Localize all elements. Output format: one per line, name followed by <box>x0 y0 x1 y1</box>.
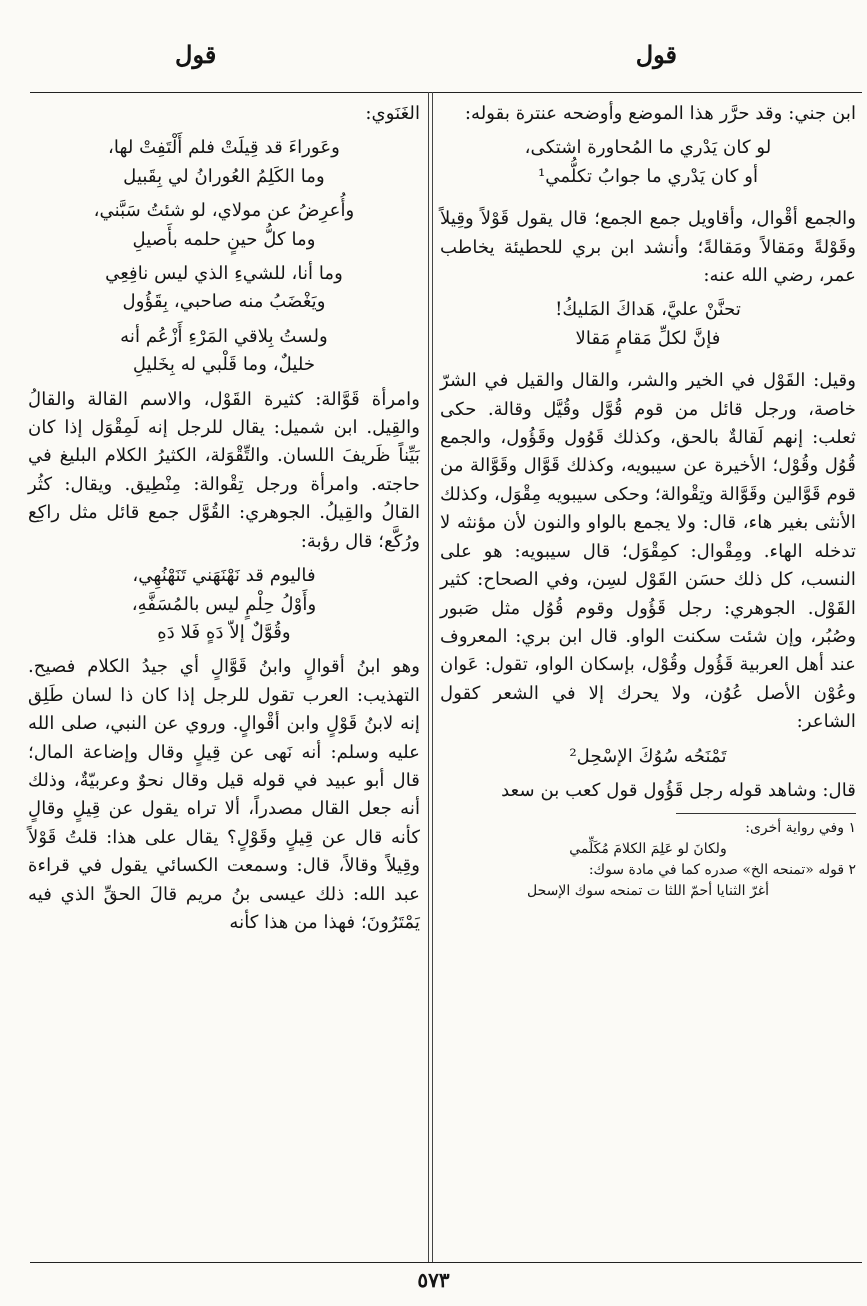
verse-line: تحنَّنْ عليَّ، هَداكَ المَليكُ! <box>555 299 741 321</box>
left-column <box>28 100 420 937</box>
footnote: ٢ قوله «تمنحه الخ» صدره كما في مادة سوك: <box>588 862 856 879</box>
verse-line: وما كلُّ حينٍ حلمه بأَصيلِ <box>132 228 316 250</box>
page-number: ٥٧٣ <box>417 1268 450 1292</box>
paragraph: ابن جني: وقد حرَّر هذا الموضع وأوضحه عنترة بقوله: <box>464 103 856 124</box>
verse-line: أو كان يَدْري ما جوابُ تكلُّمي¹ <box>537 165 759 187</box>
paragraph: وامرأة قَوَّالة: كثيرة القَوْل، والاسم القالة والقالُ والقِيل. ابن شميل: يقال للرجل إنه لَمِقْوَل إذا كان بَيِّناً ظَريفَ اللسان. والتِّقْوَلة، الكثيرُ الكلام البليغ في حاجته. وامرأة ورجل تِقْوالة: مِنْطِيق. ويقال: كثُر القالُ والقِيلُ. الجوهري: القُوَّل جمع قائل مثل راكِع ورُكَّع؛ قال رؤبة: <box>28 388 420 552</box>
verse-line: فاليوم قد نَهْنَهَني تَنَهْنُهِي، <box>132 565 316 587</box>
running-head-left: قول <box>175 40 217 69</box>
footnote-verse: أغرّ الثنايا أحمّ اللثا ت تمنحه سوك الإسحل <box>527 883 769 900</box>
footnote-verse: ولكانَ لو عَلِمَ الكلامَ مُكَلِّمي <box>569 841 727 858</box>
column-divider <box>428 92 429 1262</box>
verse-line: وأُعرِضُ عن مولاي، لو شئتُ سَبَّني، <box>93 200 355 222</box>
verse-line: وما أنا، للشيءِ الذي ليس نافِعِي <box>105 263 343 285</box>
verse-line: ويَغْضَبُ منه صاحبي، بِقَؤُول <box>122 291 326 313</box>
paragraph: قال: وشاهد قوله رجل قَؤُول قول كعب بن سعد <box>501 779 856 801</box>
paragraph: الغَنَوي: <box>365 103 420 124</box>
column-divider-inner <box>432 92 433 1262</box>
running-head-right: قول <box>635 40 677 69</box>
verse-line: ولستُ بِلاقي المَرْءِ أَزْعُم أنه <box>120 325 328 347</box>
footnote: ١ وفي رواية أخرى: <box>745 820 856 837</box>
right-column <box>440 100 856 902</box>
footnote-rule <box>676 813 856 814</box>
paragraph: والجمع أقْوال، وأقاويل جمع الجمع؛ قال يقول قَوْلاً وقِيلاً وقَوْلةً ومَقالاً ومَقالةً؛ وأنشد ابن بري للحطيئة يخاطب عمر، رضي الله عنه: <box>440 208 856 287</box>
verse-line: لو كان يَدْري ما المُحاورة اشتكى، <box>524 137 772 159</box>
verse-line: فإنَّ لكلِّ مَقامٍ مَقالا <box>575 327 721 349</box>
verse-line: تَمْنَحُه سُوُكَ الإسْحِل² <box>569 745 727 767</box>
top-rule <box>30 92 862 93</box>
verse-line: وما الكَلِمُ العُورانُ لي بِقَبيل <box>123 165 325 187</box>
bottom-rule <box>30 1262 862 1263</box>
verse-line: وعَوراءَ قد قِيلَتْ فلم أَلْتَفِتْ لها، <box>108 137 340 159</box>
paragraph: وقيل: القَوْل في الخير والشر، والقال والقيل في الشرّ خاصة، ورجل قائل من قوم قُوَّل وقُيَّل وقالة. حكى ثعلب: إنهم لَقالةٌ بالحق، وكذلك قَوُول وقَؤُول، والجمع قُوُل وقُوْل؛ الأخيرة عن سيبويه، وكذلك قَوَّال وقَوَّالة من قوم قَوَّالين وقَوَّالة وتِقْوالة؛ وحكى سيبويه مِقْوَل، وكذلك الأنثى بغير هاء، قال: ولا يجمع بالواو والنون لأن مؤنثه لا تدخله الهاء. ومِقْوال: كمِقْوَل؛ قال سيبويه: هو على النسب، كل ذلك حسَن القَوْل لسِن، وفي الصحاح: كثير القَوْل. الجوهري: رجل قَؤُول وقوم قُوُل مثل صَبور وصُبُر، وإن شئت سكنت الواو. قال ابن بري: المعروف عند أهل العربية قَؤُول وقُوْل، بإسكان الواو، تقول: عَوان وعُوْن الأصل عُوُن، ولا يحرك إلا في الشعر كقول الشاعر: <box>440 370 856 733</box>
verse-line: وقُوَّلٌ إلاّ دَهٍ فَلا دَهِ <box>157 621 291 643</box>
verse-line: خليلٌ، وما قَلْبي له بِخَليلِ <box>132 354 316 376</box>
paragraph: وهو ابنُ أقوالٍ وابنُ قَوَّالٍ أي جيدُ الكلام فصيح. التهذيب: العرب تقول للرجل إذا كان ذا لسان طَلِق إنه لابنُ قَوْلٍ وابن أقْوالٍ. وروي عن النبي، صلى الله عليه وسلم: أنه نَهى عن قِيلٍ وقال وإضاعة المال؛ قال أبو عبيد في قوله قيل وقال نحوٌ وعربيّةٌ، وذلك أنه جعل القال مصدراً، ألا تراه يقول عن قِيلٍ وقالٍ كأنه قال عن قِيلٍ وقَوْلٍ؟ يقال على هذا: قلتُ قَوْلاً وقِيلاً وقالاً، قال: وسمعت الكسائي يقول في قراءة عبد الله: ذلك عيسى بنُ مريم قالَ الحقِّ الذي فيه يَمْتَرُونَ؛ فهذا من هذا كأنه <box>28 656 420 933</box>
verse-line: وأَوْلُ حِلْمٍ ليس بالمُسَفَّهِ، <box>131 593 317 615</box>
